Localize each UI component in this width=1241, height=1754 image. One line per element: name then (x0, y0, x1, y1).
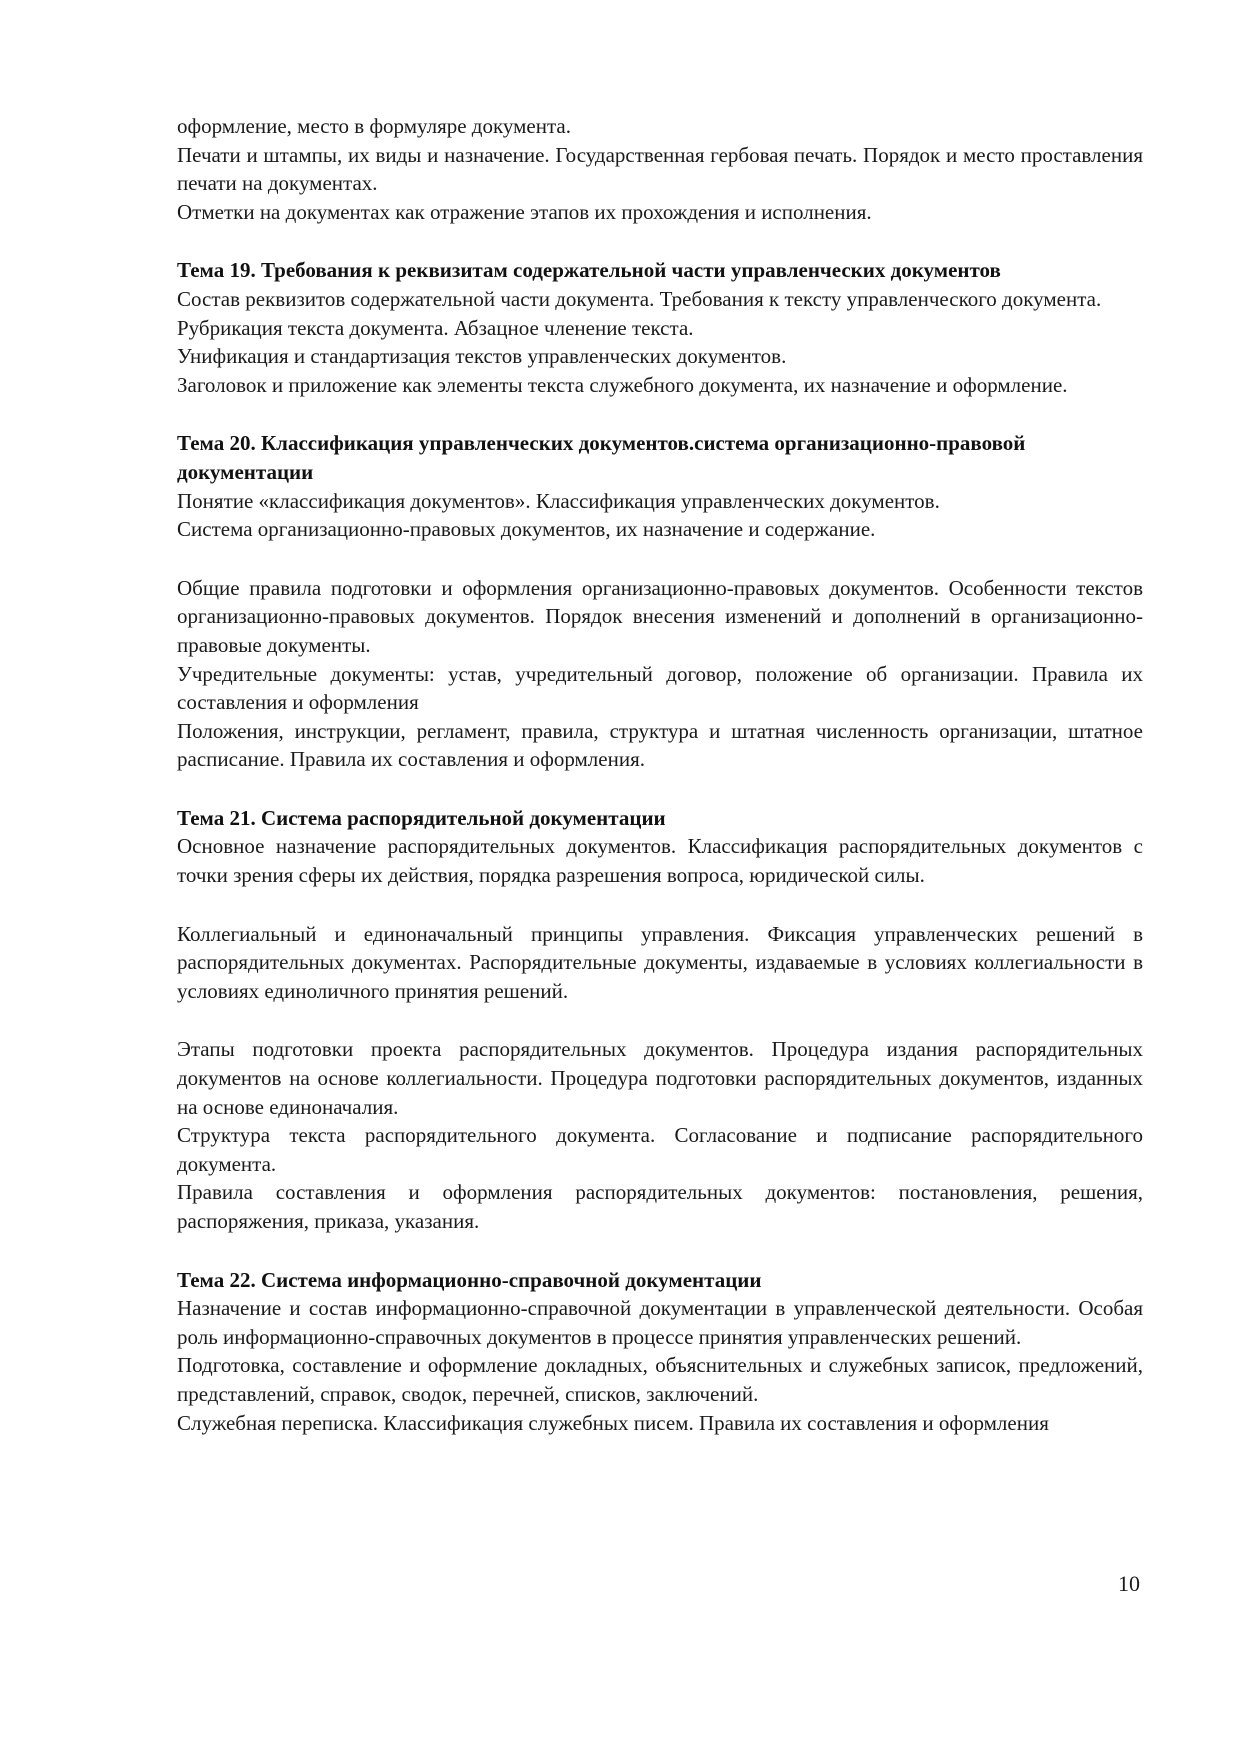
section-spacer (177, 399, 1143, 429)
topic-21-paragraph-1: Основное назначение распорядительных документов. Классификация распорядительных документов с точки зрения сферы их действия, порядка разрешения вопроса, юридической силы. (177, 834, 1143, 888)
topic-22-section (177, 1266, 1143, 1438)
topic-19-paragraph-4: Заголовок и приложение как элементы текста служебного документа, их назначение и оформление. (177, 372, 1068, 397)
topic-20-section (177, 429, 1143, 774)
topic-20-paragraph-2: Система организационно-правовых документов, их назначение и содержание. (177, 517, 876, 542)
topic-20-paragraph-1: Понятие «классификация документов». Классификация управленческих документов. (177, 488, 940, 513)
topic-21-paragraph-3: Этапы подготовки проекта распорядительных документов. Процедура издания распорядительных документов на основе коллегиальности. Процедура подготовки распорядительных документов, изданных на основе единоначалия. (177, 1037, 1143, 1119)
section-spacer (177, 774, 1143, 804)
topic-22-paragraph-2: Подготовка, составление и оформление докладных, объяснительных и служебных записок, предложений, представлений, справок, сводок, перечней, списков, заключений. (177, 1353, 1143, 1406)
topic-20-paragraph-4: Учредительные документы: устав, учредительный договор, положение об организации. Правила их составления и оформления (177, 661, 1143, 715)
intro-paragraph-2: Печати и штампы, их виды и назначение. Государственная гербовая печать. Порядок и место проставления печати на документах. (177, 142, 1143, 196)
topic-20-paragraph-3: Общие правила подготовки и оформления организационно-правовых документов. Особенности текстов организационно-правовых документов. Порядок внесения изменений и дополнений в организационно-правовые документы. (177, 575, 1143, 657)
topic-21-paragraph-4: Структура текста распорядительного документа. Согласование и подписание распорядительного документа. (177, 1123, 1143, 1176)
topic-20-heading: Тема 20. Классификация управленческих документов.система организационно-правовой документации (177, 431, 1026, 484)
paragraph-spacer (177, 890, 1143, 920)
topic-22-heading: Тема 22. Система информационно-справочной документации (177, 1267, 762, 1292)
section-spacer (177, 1236, 1143, 1266)
topic-19-paragraph-1: Состав реквизитов содержательной части документа. Требования к тексту управленческого документа. (177, 286, 1102, 311)
page-number: 10 (1118, 1571, 1140, 1596)
topic-19-section (177, 256, 1143, 399)
topic-21-paragraph-5: Правила составления и оформления распорядительных документов: постановления, решения, распоряжения, приказа, указания. (177, 1180, 1143, 1233)
section-spacer (177, 226, 1143, 256)
topic-20-paragraph-5: Положения, инструкции, регламент, правила, структура и штатная численность организации, штатное расписание. Правила их составления и оформления. (177, 718, 1143, 772)
topic-21-section (177, 804, 1143, 1236)
topic-22-paragraph-1: Назначение и состав информационно-справочной документации в управленческой деятельности. Особая роль информационно-справочных документов в процессе принятия управленческих решений. (177, 1296, 1143, 1349)
intro-paragraph-3: Отметки на документах как отражение этапов их прохождения и исполнения. (177, 199, 872, 224)
topic-21-paragraph-2: Коллегиальный и единоначальный принципы управления. Фиксация управленческих решений в распорядительных документах. Распорядительные документы, издаваемые в условиях коллегиальности в условиях единоличного принятия решений. (177, 921, 1143, 1003)
topic-19-paragraph-2: Рубрикация текста документа. Абзацное членение текста. (177, 315, 694, 340)
paragraph-spacer (177, 1005, 1143, 1035)
topic-21-heading: Тема 21. Система распорядительной документации (177, 805, 666, 830)
topic-19-paragraph-3: Унификация и стандартизация текстов управленческих документов. (177, 344, 787, 369)
topic-22-paragraph-3: Служебная переписка. Классификация служебных писем. Правила их составления и оформления (177, 1410, 1049, 1435)
topic-19-heading: Тема 19. Требования к реквизитам содержательной части управленческих документов (177, 258, 1001, 283)
document-page (177, 112, 1143, 1437)
intro-paragraph-1: оформление, место в формуляре документа. (177, 114, 571, 138)
paragraph-spacer (177, 544, 1143, 574)
